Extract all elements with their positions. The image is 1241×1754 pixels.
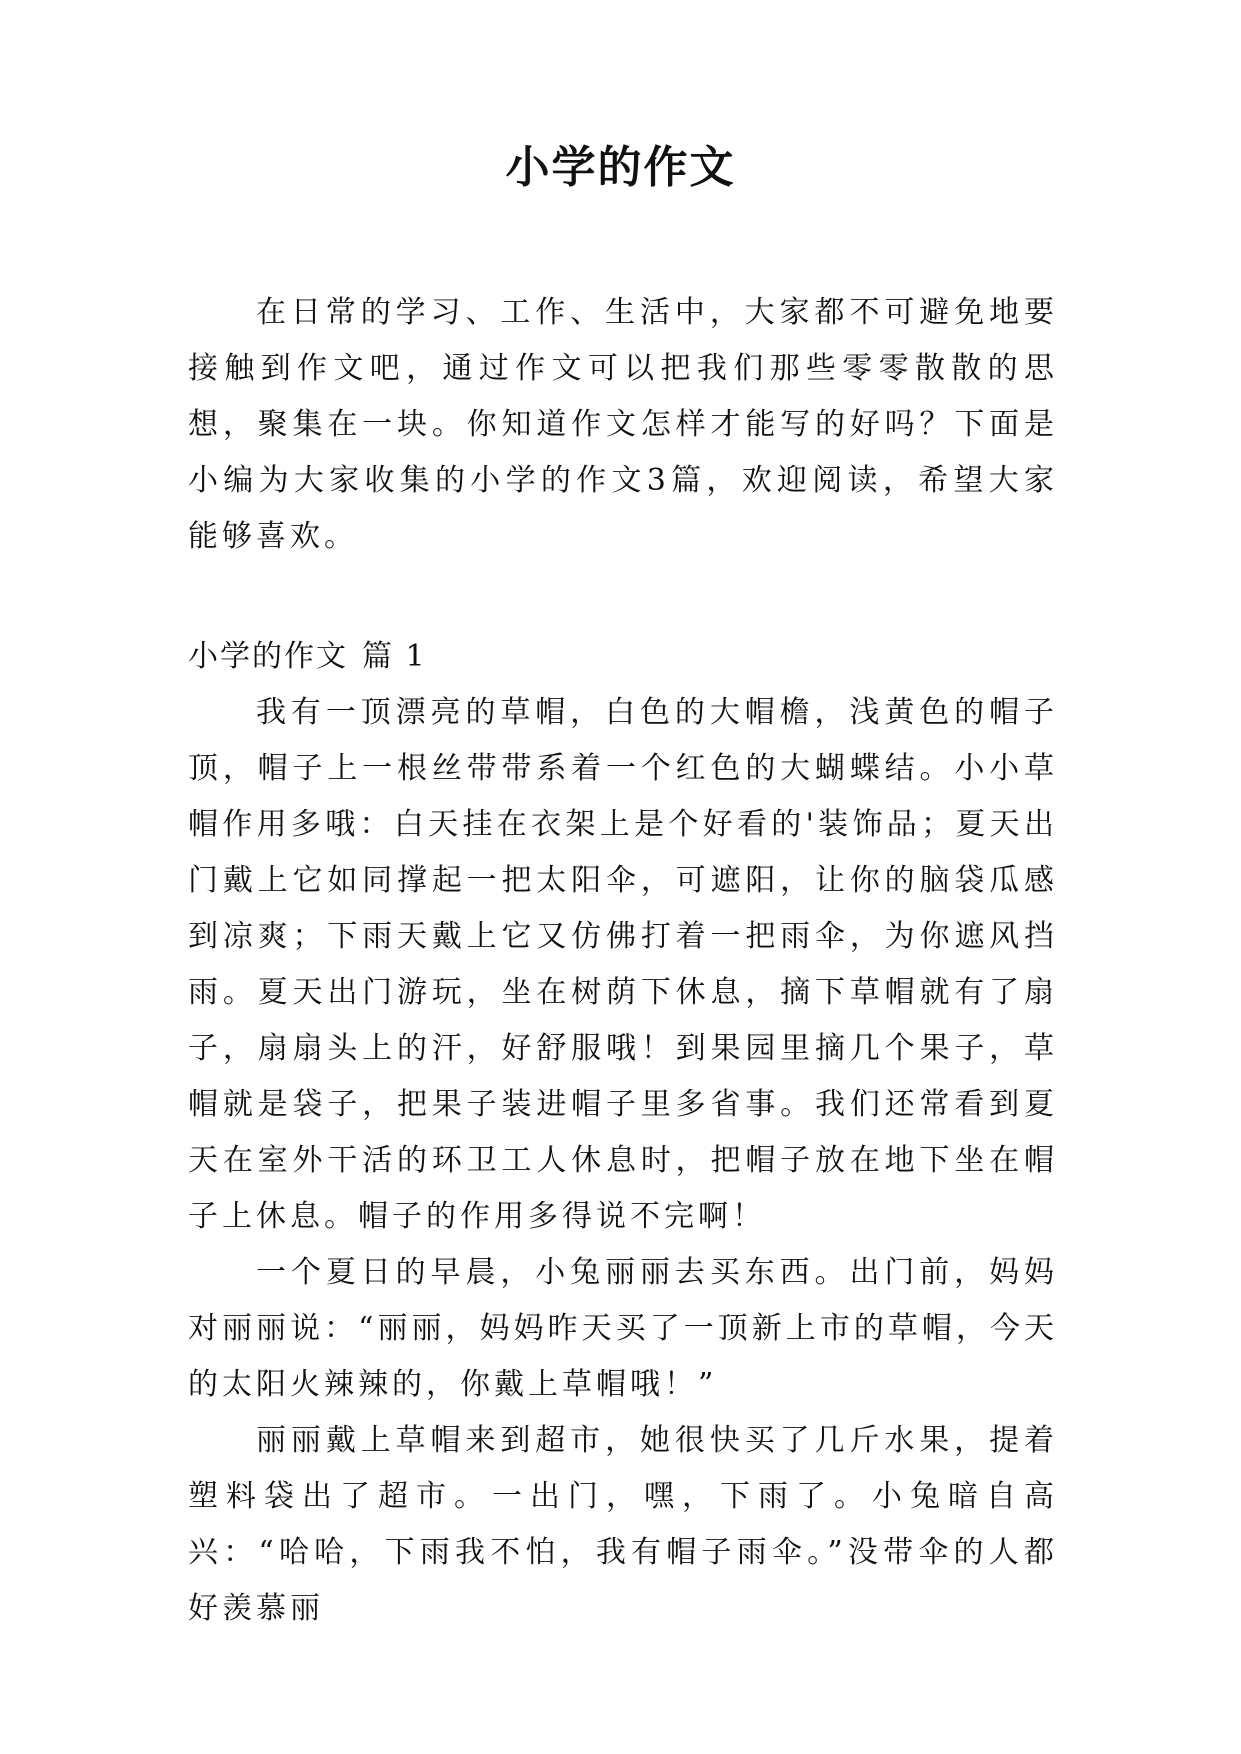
document-title: 小学的作文 [505, 142, 736, 193]
intro-paragraph: 在日常的学习、工作、生活中，大家都不可避免地要接触到作文吧，通过作文可以把我们那些零零散散的思想，聚集在一块。你知道作文怎样才能写的好吗？下面是小编为大家收集的小学的作文3篇，欢迎阅读，希望大家能够喜欢。 [188, 295, 1058, 554]
section-heading-title: 小学的作文 [188, 639, 348, 674]
section-heading-number: 篇 1 [362, 639, 427, 674]
body-paragraph-1: 我有一顶漂亮的草帽，白色的大帽檐，浅黄色的帽子顶，帽子上一根丝带带系着一个红色的大蝴蝶结。小小草帽作用多哦：白天挂在衣架上是个好看的'装饰品；夏天出门戴上它如同撑起一把太阳伞，可遮阳，让你的脑袋瓜感到凉爽；下雨天戴上它又仿佛打着一把雨伞，为你遮风挡雨。夏天出门游玩，坐在树荫下休息，摘下草帽就有了扇子，扇扇头上的汗，好舒服哦！到果园里摘几个果子，草帽就是袋子，把果子装进帽子里多省事。我们还常看到夏天在室外干活的环卫工人休息时，把帽子放在地下坐在帽子上休息。帽子的作用多得说不完啊！ [188, 695, 1058, 1234]
body-paragraph-3: 丽丽戴上草帽来到超市，她很快买了几斤水果，提着塑料袋出了超市。一出门，嘿，下雨了。小兔暗自高兴：“哈哈，下雨我不怕，我有帽子雨伞。”没带伞的人都好羡慕丽 [188, 1423, 1058, 1626]
section-heading [188, 629, 1058, 685]
document-body [188, 285, 1058, 1637]
body-paragraph-2: 一个夏日的早晨，小兔丽丽去买东西。出门前，妈妈对丽丽说：“丽丽，妈妈昨天买了一顶新上市的草帽，今天的太阳火辣辣的，你戴上草帽哦！” [188, 1255, 1058, 1402]
